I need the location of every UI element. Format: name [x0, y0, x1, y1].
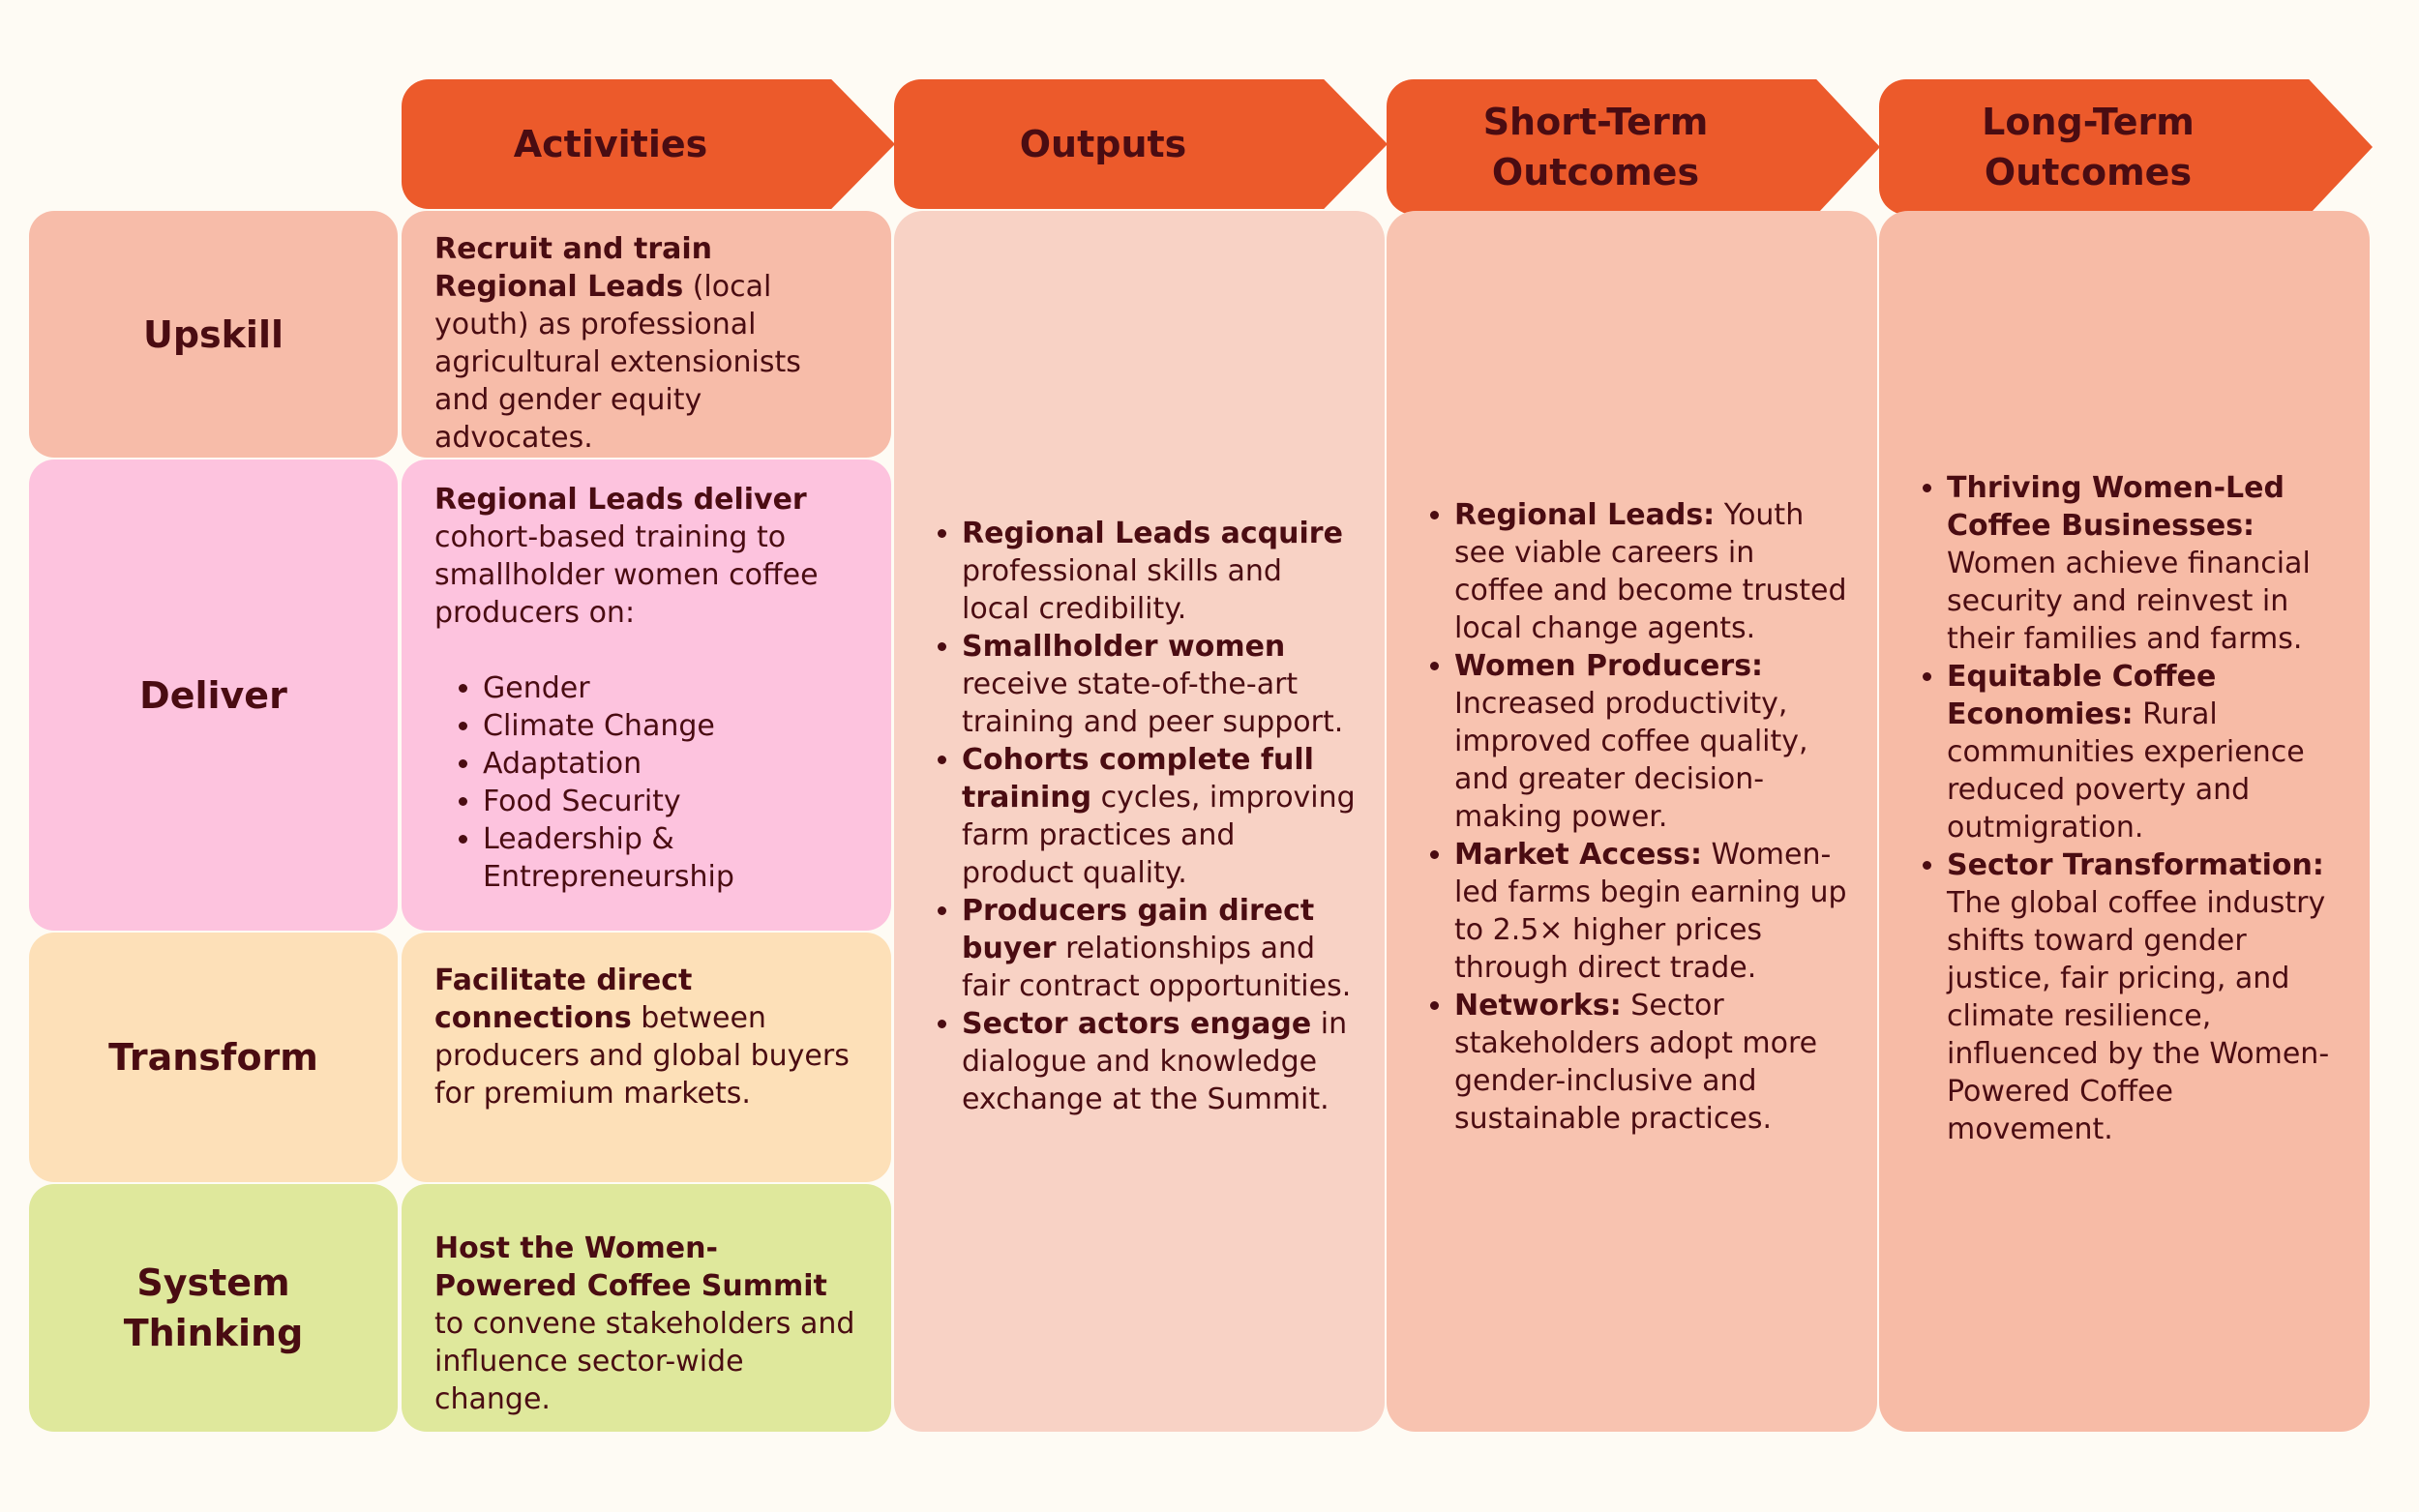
short-term-column — [1387, 211, 1877, 1432]
activity-transform — [402, 933, 891, 1182]
activity-upskill — [402, 211, 891, 458]
header-outputs-label: Outputs — [1019, 123, 1187, 165]
list-item: • Gender — [483, 669, 858, 707]
row-label-upskill — [29, 211, 398, 458]
list-item: • Equitable Coffee Economies: Rural communities experience reduced poverty and outmigration. — [1947, 658, 2341, 846]
activity-deliver — [402, 460, 891, 931]
list-item: • Climate Change — [483, 707, 858, 745]
outputs-list — [927, 515, 1356, 1118]
activity-deliver-bold: Regional Leads deliver — [434, 483, 807, 517]
list-item: • Networks: Sector stakeholders adopt more gender-inclusive and sustainable practices. — [1454, 987, 1848, 1138]
row-label-transform-text: Transform — [108, 1036, 318, 1079]
activity-upskill-text: (local youth) as professional agricultural extensionists and gender equity advocates. — [434, 270, 801, 455]
header-short-term — [1387, 79, 1814, 215]
activity-system-thinking — [402, 1184, 891, 1432]
header-activities — [402, 79, 829, 209]
header-long-term-line1: Long-Term — [1982, 101, 2195, 143]
list-item: • Sector actors engage in dialogue and knowledge exchange at the Summit. — [962, 1005, 1356, 1118]
list-item: • Producers gain direct buyer relationships and fair contract opportunities. — [962, 892, 1356, 1005]
long-term-column — [1879, 211, 2370, 1432]
list-item: • Adaptation — [483, 745, 858, 783]
list-item: • Smallholder women receive state-of-the-art training and peer support. — [962, 628, 1356, 741]
activity-upskill-bold: Recruit and train Regional Leads — [434, 232, 712, 304]
activity-system-bold: Host the Women-Powered Coffee Summit — [434, 1231, 827, 1303]
deliver-topic-list — [434, 669, 858, 896]
header-short-term-line1: Short-Term — [1482, 101, 1709, 143]
header-outputs — [894, 79, 1322, 209]
row-label-system-line2: Thinking — [123, 1312, 304, 1354]
header-short-term-line2: Outcomes — [1491, 151, 1700, 193]
short-term-list — [1419, 496, 1848, 1138]
activity-system-text: to convene stakeholders and influence sector-wide change. — [434, 1307, 855, 1416]
header-activities-label: Activities — [513, 123, 708, 165]
row-label-system-thinking-text — [124, 1258, 304, 1358]
list-item: • Sector Transformation: The global coffee industry shifts toward gender justice, fair pricing, and climate resilience, influenced by the Women-Powered Coffee movement. — [1947, 846, 2341, 1148]
activity-deliver-text: cohort-based training to smallholder women coffee producers on: — [434, 520, 819, 630]
header-long-term-label — [1982, 97, 2204, 197]
outputs-column — [894, 211, 1385, 1432]
list-item: • Thriving Women-Led Coffee Businesses: Women achieve financial security and reinvest in their families and farms. — [1947, 469, 2341, 658]
row-label-deliver-text: Deliver — [139, 673, 287, 717]
list-item: • Leadership & Entrepreneurship — [483, 820, 858, 896]
list-item: • Women Producers: Increased productivity, improved coffee quality, and greater decision-making power. — [1454, 647, 1848, 836]
long-term-list — [1912, 469, 2341, 1148]
header-long-term — [1879, 79, 2307, 215]
row-label-upskill-text: Upskill — [142, 312, 284, 356]
header-long-term-line2: Outcomes — [1984, 151, 2193, 193]
header-short-term-label — [1483, 97, 1718, 197]
activity-transform-bold: Facilitate direct connections — [434, 964, 693, 1035]
list-item: • Food Security — [483, 783, 858, 820]
row-label-deliver — [29, 460, 398, 931]
activity-transform-text: between producers and global buyers for premium markets. — [434, 1001, 850, 1111]
row-label-system-thinking — [29, 1184, 398, 1432]
list-item: • Regional Leads: Youth see viable careers in coffee and become trusted local change agents. — [1454, 496, 1848, 647]
list-item: • Market Access: Women-led farms begin earning up to 2.5× higher prices through direct trade. — [1454, 836, 1848, 987]
row-label-system-line1: System — [136, 1261, 290, 1304]
list-item: • Regional Leads acquire professional skills and local credibility. — [962, 515, 1356, 628]
row-label-transform — [29, 933, 398, 1182]
list-item: • Cohorts complete full training cycles, improving farm practices and product quality. — [962, 741, 1356, 892]
